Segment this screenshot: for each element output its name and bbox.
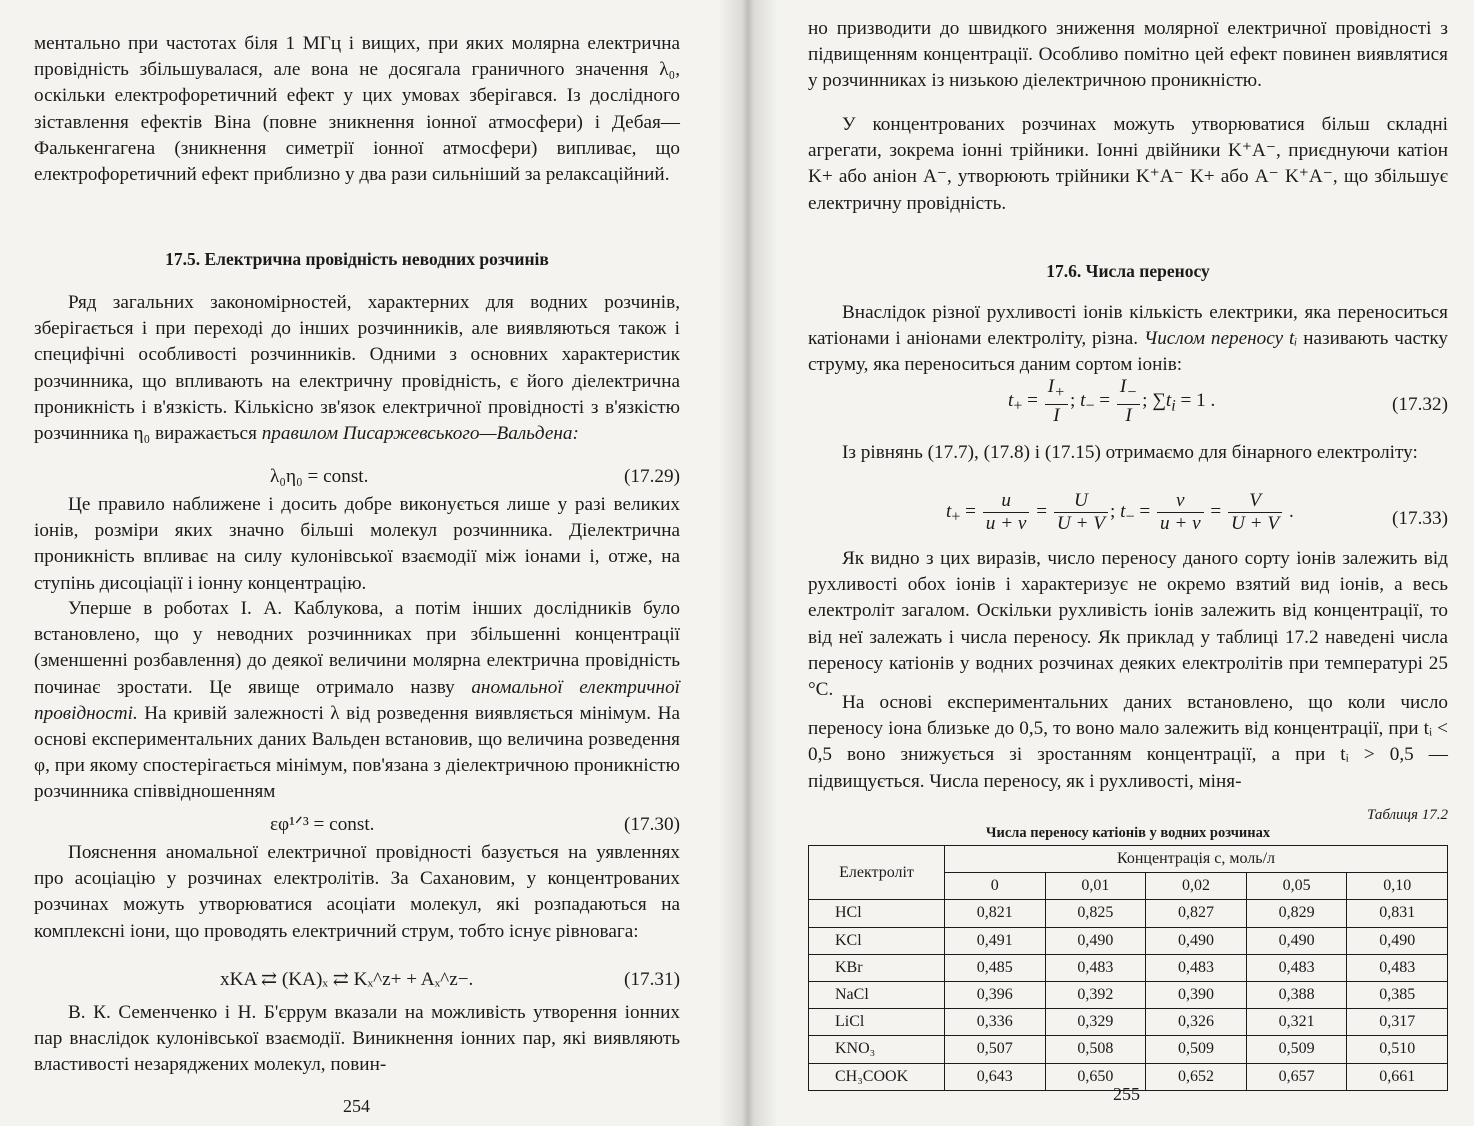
equation-number: (17.29): [624, 466, 680, 487]
electrolyte-cell: LiCl: [809, 1009, 945, 1036]
paragraph: Із рівнянь (17.7), (17.8) і (17.15) отримаємо для бінарного електроліту:: [842, 442, 1418, 463]
equation-number: (17.31): [624, 969, 680, 990]
value-cell: 0,490: [1045, 927, 1146, 954]
equation-expression: εφ¹ᐟ³ = const.: [270, 814, 375, 835]
equation-expression: xKA ⇄ (KA)ₓ ⇄ Kₓ^z+ + Aₓ^z−.: [220, 969, 474, 990]
value-cell: 0,490: [1146, 927, 1247, 954]
value-cell: 0,643: [945, 1063, 1046, 1090]
paragraph: ментально при частотах біля 1 МГц і вищих, при яких молярна електрична провідність збільшувалася, але вона не досягала граничного значення λ₀, оскільки електрофоретичний ефект у цих умовах зберігався. Із дослідного зіставлення ефектів Віна (повне зникнення іонної атмосфери) і Дебая—Фалькенгагена (зникнення симетрії іонної атмосфери) випливає, що електрофоретичний ефект приблизно у два рази сильніший за релаксаційний.: [34, 33, 680, 186]
rule-name: правилом Писаржевського—Вальдена:: [261, 423, 579, 445]
electrolyte-cell: KNO₃: [809, 1036, 945, 1063]
value-cell: 0,483: [1045, 954, 1146, 981]
value-cell: 0,336: [945, 1009, 1046, 1036]
table-title: Числа переносу катіонів у водних розчинах: [985, 825, 1271, 841]
electrolyte-cell: KBr: [809, 954, 945, 981]
value-cell: 0,509: [1246, 1036, 1347, 1063]
table-label: Таблиця 17.2: [1367, 807, 1448, 823]
table-row: [809, 1009, 1448, 1036]
electrolyte-cell: CH₃COOK: [809, 1063, 945, 1090]
electrolyte-cell: HCl: [809, 900, 945, 927]
equation-17-29: [34, 464, 680, 494]
paragraph-text: Уперше в роботах І. А. Каблукова, а потім інших дослідників було встановлено, що у неводних розчинниках при збільшенні концентрації (зменшенні розбавлення) до деякої величини молярна електрична провідність починає зростати. Це явище отримало назву: [34, 598, 680, 698]
value-cell: 0,652: [1146, 1063, 1247, 1090]
value-cell: 0,829: [1246, 900, 1347, 927]
table-row: [809, 927, 1448, 954]
paragraph-text: На кривій залежності λ від розведення виявляється мінімум. На основі експериментальних даних Вальден встановив, що величина розведення φ, при якому спостерігається мінімум, пов'язана з діелектричною проникністю розчинника співвідношенням: [34, 702, 680, 803]
value-cell: 0,827: [1146, 900, 1247, 927]
paragraph-text: називають частку струму, яка переноситься даним сортом іонів:: [808, 328, 1449, 376]
transference-table: [808, 845, 1448, 1091]
equation-17-31: [34, 967, 680, 997]
value-cell: 0,321: [1246, 1009, 1347, 1036]
right-page: [808, 0, 1448, 1126]
equation-expression: $t_+$ = $\frac{u}{u + v}$ = $\frac{U}{U + V}$ ; $t_-$ = $\frac{v}{u + v}$ = $\frac{V}{U + V}$ .: [946, 490, 1294, 534]
paragraph: Це правило наближене і досить добре виконується лише у разі великих іонів, розміри яких значно більші молекул розчинника. Діелектрична проникність впливає на силу кулонівської взаємодії між іонами і, отже, на ступінь дисоціації і іонну концентрацію.: [34, 494, 680, 594]
value-cell: 0,388: [1246, 982, 1347, 1009]
section-heading: 17.6. Числа переносу: [1046, 261, 1210, 281]
equation-number: (17.30): [624, 814, 680, 835]
value-cell: 0,483: [1246, 954, 1347, 981]
page-number: 255: [1113, 1084, 1140, 1104]
value-cell: 0,657: [1246, 1063, 1347, 1090]
equation-number: (17.32): [1392, 394, 1448, 415]
left-page: [34, 0, 680, 1126]
term: аномальної електричної провідності.: [34, 676, 680, 724]
equation-number: (17.33): [1392, 508, 1448, 529]
value-cell: 0,390: [1146, 982, 1247, 1009]
concentration-header: 0,10: [1347, 873, 1448, 900]
concentration-header: 0,02: [1146, 873, 1247, 900]
value-cell: 0,329: [1045, 1009, 1146, 1036]
table-row: [809, 954, 1448, 981]
value-cell: 0,508: [1045, 1036, 1146, 1063]
paragraph-text: Ряд загальних закономірностей, характерних для водних розчинів, зберігається і при переході до інших розчинників, але виявляються також і специфічні особливості розчинників. Одними з основних характеристик розчинника, що впливають на електричну провідність, є його діелектрична проникність і в'язкість. Кількісно зв'язок електричної провідності з в'язкістю розчинника η₀ виражається: [34, 292, 680, 445]
paragraph: В. К. Семенченко і Н. Б'єррум вказали на можливість утворення іонних пар внаслідок кулонівської взаємодії. Виникнення іонних пар, які виявляють властивості незаряджених молекул, повин-: [34, 1002, 680, 1076]
paragraph: На основі експериментальних даних встановлено, що коли число переносу іона близьке до 0,5, то воно мало залежить від концентрації, при tᵢ < 0,5 воно знижується зі зростанням концентрації, а при tᵢ > 0,5 — підвищується. Числа переносу, як і рухливості, міня-: [808, 692, 1448, 792]
paragraph: [808, 300, 1448, 379]
table-row: [809, 1036, 1448, 1063]
term: Числом переносу tᵢ: [1143, 328, 1298, 350]
value-cell: 0,490: [1246, 927, 1347, 954]
value-cell: 0,491: [945, 927, 1046, 954]
value-cell: 0,483: [1146, 954, 1247, 981]
equation-17-32: [808, 376, 1448, 432]
electrolyte-cell: NaCl: [809, 982, 945, 1009]
book-gutter: [718, 0, 778, 1126]
value-cell: 0,650: [1045, 1063, 1146, 1090]
column-header-concentration: Концентрація c, моль/л: [945, 846, 1448, 873]
table-row: [809, 982, 1448, 1009]
value-cell: 0,831: [1347, 900, 1448, 927]
paragraph: [34, 290, 680, 447]
value-cell: 0,483: [1347, 954, 1448, 981]
equation-expression: λ₀η₀ = const.: [270, 466, 369, 487]
value-cell: 0,485: [945, 954, 1046, 981]
value-cell: 0,317: [1347, 1009, 1448, 1036]
equation-17-33: [808, 490, 1448, 546]
value-cell: 0,507: [945, 1036, 1046, 1063]
paragraph: [34, 596, 680, 806]
section-heading: 17.5. Електрична провідність неводних розчинів: [165, 249, 549, 269]
paragraph: У концентрованих розчинах можуть утворюватися більш складні агрегати, зокрема іонні трійники. Іонні двійники K⁺A⁻, приєднуючи катіон K+ або аніон A⁻, утворюють трійники K⁺A⁻ K+ або A⁻ K⁺A⁻, що збільшує електричну провідність.: [808, 114, 1448, 214]
paragraph: Як видно з цих виразів, число переносу даного сорту іонів залежить від рухливості обох іонів і характеризує не окремо взятий вид іонів, а весь електроліт загалом. Оскільки рухливість іонів залежить від концентрації, то від неї залежать і числа переносу. Як приклад у таблиці 17.2 наведені числа переносу катіонів у водних розчинах деяких електролітів при температурі 25 °C.: [808, 548, 1448, 701]
value-cell: 0,509: [1146, 1036, 1247, 1063]
value-cell: 0,661: [1347, 1063, 1448, 1090]
value-cell: 0,825: [1045, 900, 1146, 927]
concentration-header: 0,01: [1045, 873, 1146, 900]
value-cell: 0,490: [1347, 927, 1448, 954]
value-cell: 0,326: [1146, 1009, 1247, 1036]
paragraph: но призводити до швидкого зниження молярної електричної провідності з підвищенням концентрації. Особливо помітно цей ефект повинен виявлятися у розчинниках із низькою діелектричною проникністю.: [808, 18, 1448, 92]
table-row: [809, 900, 1448, 927]
paragraph-text: Внаслідок різної рухливості іонів кількість електрики, яка переноситься катіонами і аніонами електроліту, різна.: [808, 302, 1448, 350]
paragraph: Пояснення аномальної електричної провідності базується на уявленнях про асоціацію у розчинах електролітів. За Сахановим, у концентрованих розчинах можуть утворюватися асоціати молекул, які розпадаються на комплексні іони, що проводять електричний струм, тобто існує рівновага:: [34, 842, 680, 942]
value-cell: 0,510: [1347, 1036, 1448, 1063]
value-cell: 0,396: [945, 982, 1046, 1009]
column-header-electrolyte: Електроліт: [809, 846, 945, 900]
page-number: 254: [343, 1096, 370, 1116]
concentration-header: 0: [945, 873, 1046, 900]
value-cell: 0,385: [1347, 982, 1448, 1009]
concentration-header: 0,05: [1246, 873, 1347, 900]
value-cell: 0,821: [945, 900, 1046, 927]
value-cell: 0,392: [1045, 982, 1146, 1009]
equation-expression: $t_+$ = $\frac{I_+}{I}$ ; $t_-$ = $\frac{I_-}{I}$ ; $\sum t_i = 1$ .: [1008, 376, 1216, 426]
table-header-row: [809, 846, 1448, 873]
equation-17-30: [34, 812, 680, 842]
electrolyte-cell: KCl: [809, 927, 945, 954]
